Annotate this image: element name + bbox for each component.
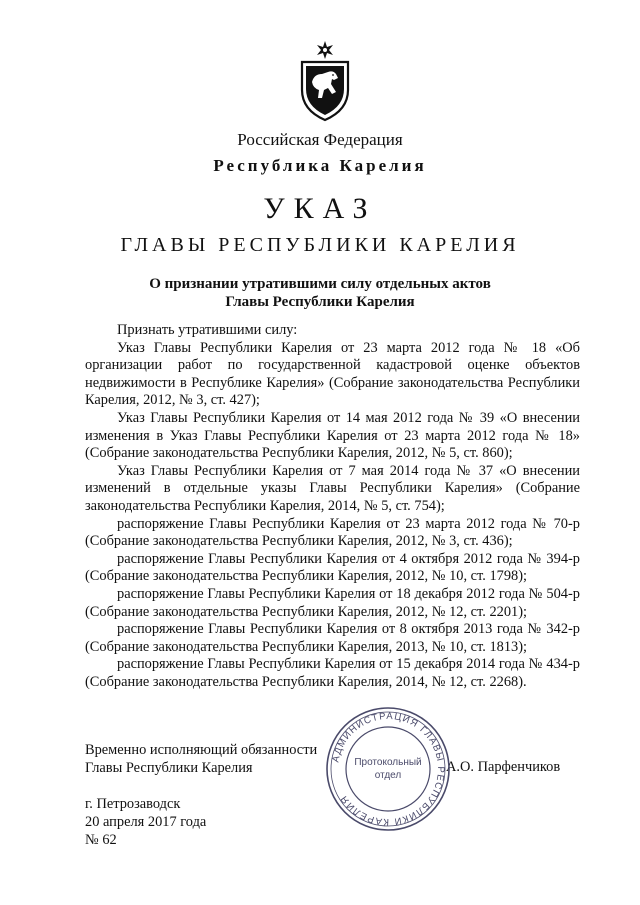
heading-line-1: О признании утратившими силу отдельных актов: [149, 276, 491, 292]
document-number: № 62: [85, 832, 117, 848]
document-title: УКАЗ: [263, 192, 377, 225]
signature-position: [85, 741, 317, 777]
stamp-inner-line-2: отдел: [374, 770, 402, 781]
list-item: распоряжение Главы Республики Карелия от 23 марта 2012 года № 70-р (Собрание законодательства Республики Карелия, 2012, № 3, ст. 436);: [85, 515, 580, 550]
signatory-name: А.О. Парфенчиков: [446, 759, 561, 775]
stamp-inner-line-1: Протокольный: [354, 757, 422, 768]
position-line-1: Временно исполняющий обязанности: [85, 742, 318, 758]
city: г. Петрозаводск: [85, 796, 181, 812]
republic-name: Республика Карелия: [213, 156, 427, 175]
list-item: распоряжение Главы Республики Карелия от 18 декабря 2012 года № 504-р (Собрание законодательства Республики Карелия, 2012, № 12, ст. 2201);: [85, 585, 580, 620]
intro-paragraph: Признать утратившими силу:: [117, 322, 298, 338]
office-stamp: [324, 705, 452, 833]
stamp-outer-text: АДМИНИСТРАЦИЯ ГЛАВЫ РЕСПУБЛИКИ КАРЕЛИЯ: [330, 710, 447, 828]
heading-line-2: Главы Республики Карелия: [225, 294, 415, 310]
list-item: распоряжение Главы Республики Карелия от 15 декабря 2014 года № 434-р (Собрание законодательства Республики Карелия, 2014, № 12, ст. 2268).: [85, 656, 580, 690]
document-subtitle: ГЛАВЫ РЕСПУБЛИКИ КАРЕЛИЯ: [120, 234, 520, 256]
document-heading: [0, 275, 640, 311]
country-name: Российская Федерация: [237, 130, 403, 149]
list-item: распоряжение Главы Республики Карелия от 8 октября 2013 года № 342-р (Собрание законодательства Республики Карелия, 2013, № 10, ст. 1813);: [85, 621, 580, 655]
list-item: распоряжение Главы Республики Карелия от 4 октября 2012 года № 394-р (Собрание законодательства Республики Карелия, 2012, № 10, ст. 1798);: [85, 550, 580, 585]
list-item: Указ Главы Республики Карелия от 14 мая 2012 года № 39 «О внесении изменения в Указ Главы Республики Карелия от 23 марта 2012 года № 18» (Собрание законодательства Республики Карелия, 2012, № 5, ст. 860);: [85, 409, 580, 462]
date: 20 апреля 2017 года: [85, 814, 207, 830]
list-item: Указ Главы Республики Карелия от 23 марта 2012 года № 18 «Об организации работ по государственной кадастровой оценке объектов недвижимости в Республике Карелия» (Собрание законодательства Республики Карелия, 2012, № 3, ст. 427);: [85, 339, 580, 409]
position-line-2: Главы Республики Карелия: [85, 760, 253, 776]
decree-body: [85, 322, 580, 691]
list-item: Указ Главы Республики Карелия от 7 мая 2014 года № 37 «О внесении изменений в отдельные указы Главы Республики Карелия» (Собрание законодательства Республики Карелия, 2014, № 5, ст. 754);: [85, 462, 580, 514]
svg-text:АДМИНИСТРАЦИЯ ГЛАВЫ РЕСПУБЛИКИ: [330, 711, 446, 827]
document-footer: [85, 795, 206, 849]
coat-of-arms-icon: [298, 40, 352, 122]
